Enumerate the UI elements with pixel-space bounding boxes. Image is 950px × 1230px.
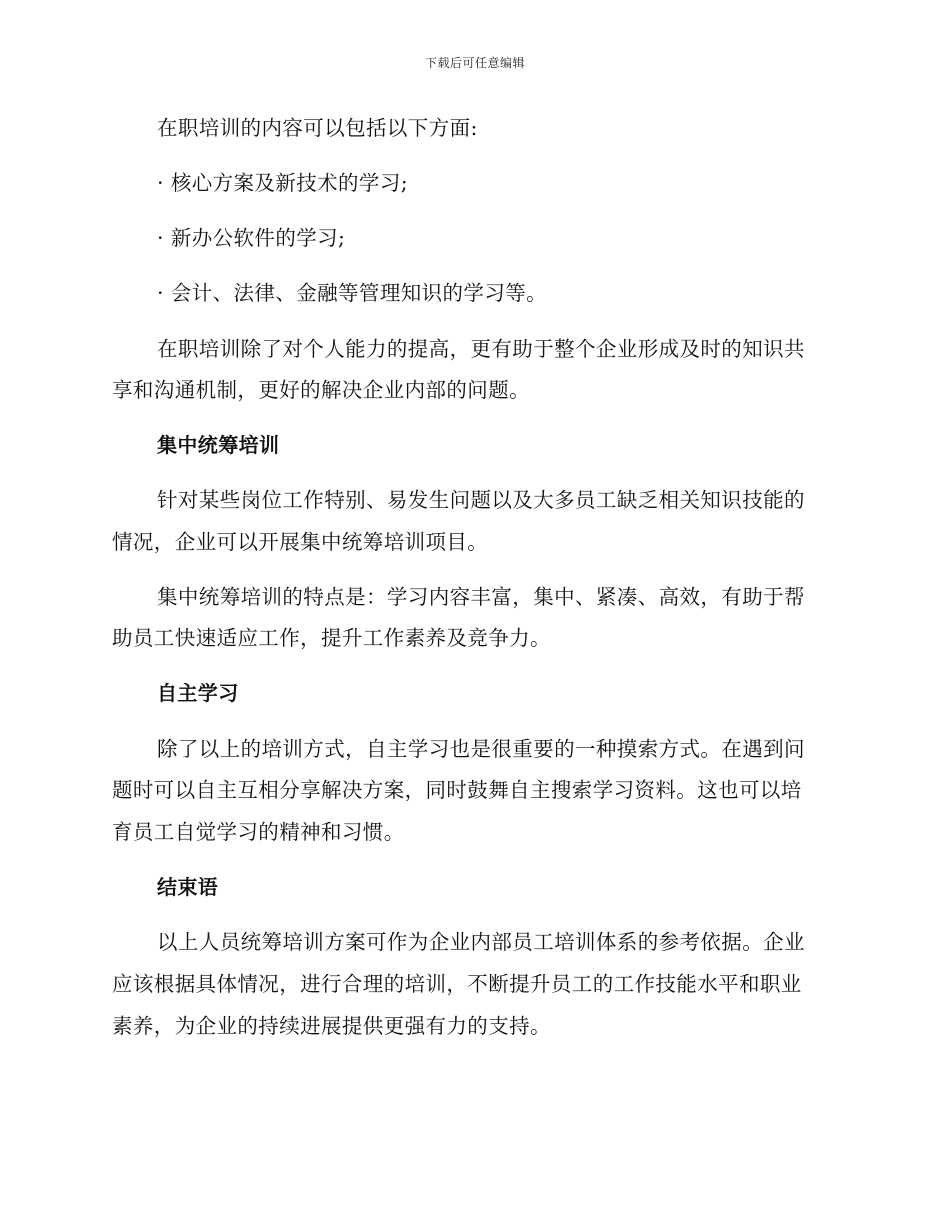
section-heading: 自主学习 [157, 681, 239, 705]
paragraph-line: 素养，为企业的持续进展提供更强有力的支持。 [112, 1014, 551, 1038]
paragraph-line: 集中统筹培训的特点是：学习内容丰富，集中、紧凑、高效，有助于帮 [157, 585, 805, 609]
paragraph-line: 情况，企业可以开展集中统筹培训项目。 [112, 530, 489, 554]
paragraph-line: 应该根据具体情况，进行合理的培训，不断提升员工的工作技能水平和职业 [112, 972, 802, 996]
paragraph-line: 在职培训除了对个人能力的提高，更有助于整个企业形成及时的知识共 [157, 337, 805, 361]
list-item: · 新办公软件的学习; [157, 226, 346, 250]
paragraph-line: 针对某些岗位工作特别、易发生问题以及大多员工缺乏相关知识技能的 [157, 488, 805, 512]
paragraph-line: 助员工快速适应工作，提升工作素养及竞争力。 [112, 626, 551, 650]
list-item: · 会计、法律、金融等管理知识的学习等。 [157, 281, 548, 305]
section-heading: 集中统筹培训 [157, 433, 280, 457]
paragraph-line: 以上人员统筹培训方案可作为企业内部员工培训体系的参考依据。企业 [157, 930, 805, 954]
paragraph-line: 除了以上的培训方式，自主学习也是很重要的一种摸索方式。在遇到问 [157, 737, 805, 761]
page-header-note: 下载后可任意编辑 [424, 56, 525, 70]
paragraph-line: 享和沟通机制，更好的解决企业内部的问题。 [112, 378, 530, 402]
intro-lead: 在职培训的内容可以包括以下方面: [157, 116, 478, 140]
list-item: · 核心方案及新技术的学习; [157, 171, 409, 195]
paragraph-line: 题时可以自主互相分享解决方案，同时鼓舞自主搜索学习资料。这也可以培 [112, 778, 802, 802]
paragraph-line: 育员工自觉学习的精神和习惯。 [112, 820, 405, 844]
section-heading: 结束语 [157, 875, 219, 899]
